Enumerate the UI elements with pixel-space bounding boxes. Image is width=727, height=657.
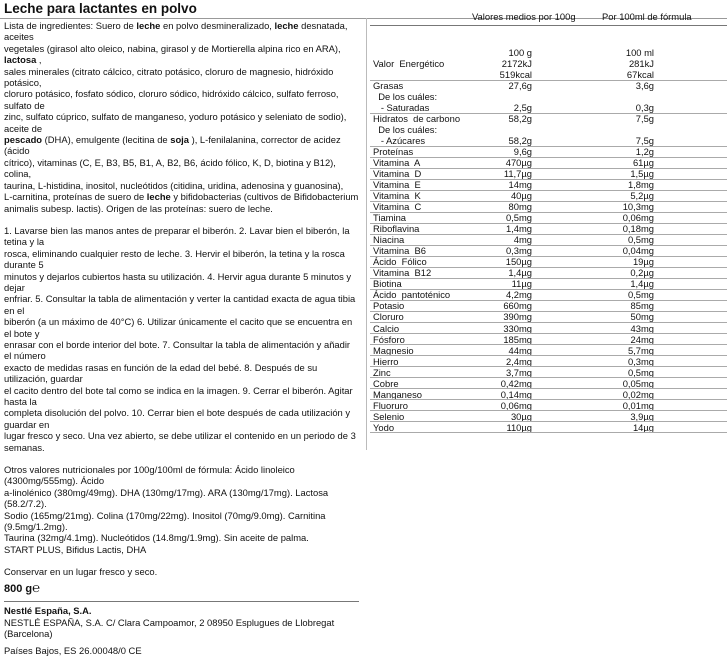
value-per-100ml: 0,06mg — [622, 212, 654, 224]
ingredient-text: cloruro potásico, fosfato sódico, cloruro sódico, hidróxido cálcico, sulfato ferroso, sulfato de — [4, 88, 339, 111]
nutrition-row — [370, 234, 727, 245]
value-per-100g: 14mg — [508, 179, 532, 191]
nutrient-name: Selenio — [373, 410, 405, 422]
nutrition-row — [370, 245, 727, 256]
other-values-line: Otros valores nutricionales por 100g/100ml de fórmula: Ácido linoleico (4300mg/555mg). Ácido — [4, 464, 295, 487]
value-per-100ml: 0,2µg — [630, 267, 654, 279]
nutrient-name: Hidratos de carbono — [373, 113, 461, 125]
value-per-100ml: 5,2µg — [630, 190, 654, 202]
value-per-100g: 4mg — [513, 234, 532, 246]
value-per-100g: 0,06mg — [500, 399, 532, 411]
origin-text: Países Bajos, ES 26.00048/0 CE — [4, 645, 142, 657]
nutrition-row — [370, 256, 727, 267]
nutrient-name: Ácido pantoténico — [373, 289, 451, 301]
instruction-line: enrasar con el borde interior del bote. 7. Consultar la tabla de alimentación y añadir el número — [4, 338, 351, 362]
nutrient-name: Vitamina A — [373, 157, 421, 169]
ingredient-text: animalis subesp. lactis). Origen de las proteínas: suero de leche. — [4, 202, 273, 214]
value-per-100ml: 5,7mg — [627, 344, 654, 356]
value-per-100g: 58,2g — [508, 113, 532, 125]
nutrition-row — [370, 124, 727, 135]
header-divider — [370, 25, 727, 26]
nutrition-row — [370, 411, 727, 422]
value-per-100g: 519kcal — [499, 69, 532, 81]
value-per-100g: 0,42mg — [500, 377, 532, 389]
value-per-100g: 11,7µg — [503, 168, 532, 180]
nutrient-name: Biotina — [373, 278, 402, 290]
ingredient-text: , — [36, 54, 42, 66]
allergen-text: leche — [146, 191, 171, 203]
value-per-100ml: 3,6g — [635, 80, 654, 92]
ingredients-line — [4, 20, 359, 43]
ingredient-text: L-carnitina, proteínas de suero de — [4, 191, 147, 203]
value-per-100ml: 24mg — [630, 333, 654, 345]
nutrition-row — [370, 378, 727, 389]
instruction-line: el cacito dentro del bote tal como se indica en la imagen. 9. Cerrar el biberón. Agitar hasta la — [4, 384, 353, 407]
ingredients-list — [4, 20, 359, 214]
nutrient-name: Calcio — [373, 322, 400, 334]
net-weight-value: 800 g — [4, 582, 33, 595]
header-per-100ml: Por 100ml de fórmula — [602, 11, 692, 22]
company-name: Nestlé España, S.A. — [4, 605, 92, 617]
allergen-text: lactosa — [4, 54, 37, 66]
ingredient-text: zinc, sulfato cúprico, sulfato de manganeso, yoduro potásico y seleniato de sodio), aceite de — [4, 111, 347, 134]
value-per-100ml: 0,01mg — [622, 399, 654, 411]
nutrient-name: Vitamina K — [373, 190, 421, 202]
nutrient-name: Grasas — [373, 80, 404, 92]
nutrient-name: De los cuáles: — [373, 124, 438, 136]
nutrition-row — [370, 135, 727, 146]
row-divider — [370, 432, 727, 433]
value-per-100ml: 61µg — [632, 157, 654, 169]
value-per-100g: 0,14mg — [500, 388, 532, 400]
instruction-line: biberón (a un máximo de 40°C) 6. Utilizar únicamente el cacito que se encuentra en el bote y — [4, 316, 353, 339]
value-per-100g: 0,3mg — [505, 245, 532, 257]
nutrient-name: - Saturadas — [373, 102, 430, 114]
company-divider — [4, 601, 359, 602]
value-per-100g: 30µg — [510, 410, 532, 422]
instruction-line: minutos y dejarlos cubiertos hasta su utilización. 4. Hervir agua durante 5 minutos y dejar — [4, 270, 352, 293]
value-per-100g: 80mg — [508, 201, 532, 213]
other-values-line: START PLUS, Bifidus Lactis, DHA — [4, 543, 147, 555]
value-per-100ml: 10,3mg — [622, 201, 654, 213]
nutrition-row — [370, 323, 727, 334]
value-per-100ml: 85mg — [630, 300, 654, 312]
header-per-100g: Valores medios por 100g — [472, 11, 576, 22]
nutrition-row — [370, 367, 727, 378]
value-per-100ml: 0,02mg — [622, 388, 654, 400]
value-per-100ml: 3,9µg — [630, 410, 654, 422]
value-per-100g: 40µg — [510, 190, 532, 202]
nutrition-row — [370, 47, 727, 58]
value-per-100ml: 0,5mg — [627, 366, 654, 378]
nutrition-row — [370, 345, 727, 356]
nutrient-name: Riboflavina — [373, 223, 420, 235]
ingredient-text: desnatada, aceites — [4, 20, 348, 43]
value-per-100g: 2,5g — [513, 102, 532, 114]
nutrition-row — [370, 179, 727, 190]
nutrient-name: Manganeso — [373, 388, 422, 400]
value-per-100g: 0,5mg — [505, 212, 532, 224]
value-per-100g: 330mg — [503, 322, 532, 334]
page-title: Leche para lactantes en polvo — [4, 1, 197, 16]
nutrient-name: Hierro — [373, 355, 399, 367]
ingredients-line — [4, 191, 359, 202]
nutrient-name: Ácido Fólico — [373, 256, 427, 268]
instruction-line: rosca, eliminando cualquier resto de leche. 3. Hervir el biberón, la tetina y la rosca durante 5 — [4, 247, 345, 271]
company-address: NESTLÉ ESPAÑA, S.A. C/ Clara Campoamor, 2 08950 Esplugues de Llobregat (Barcelona) — [4, 616, 335, 639]
value-per-100g: 27,6g — [508, 80, 532, 92]
ingredients-line — [4, 203, 359, 214]
nutrition-row — [370, 157, 727, 168]
ingredient-text: taurina, L-histidina, inositol, nucleótidos (citidina, uridina, adenosina y guanosina), — [4, 179, 344, 191]
nutrition-row — [370, 69, 727, 80]
value-per-100ml: 0,18mg — [622, 223, 654, 235]
nutrition-row — [370, 389, 727, 400]
value-per-100g: 3,7mg — [505, 366, 532, 378]
ingredient-text: cítrico), vitaminas (C, E, B3, B5, B1, A, B2, B6, ácido fólico, K, D, biotina y B12), colina, — [4, 156, 336, 180]
nutrient-name: Fluoruro — [373, 399, 408, 411]
value-per-100g: 58,2g — [508, 135, 532, 147]
left-column — [4, 20, 359, 657]
ingredient-text: en polvo desmineralizado, — [160, 20, 275, 31]
nutrition-row — [370, 311, 727, 322]
value-per-100g: 390mg — [503, 311, 532, 323]
other-values-line: a-linolénico (380mg/49mg). DHA (130mg/17mg). ARA (130mg/17mg). Lactosa (58.2/7.2). — [4, 486, 329, 510]
nutrition-row — [370, 289, 727, 300]
nutrient-name: Magnesio — [373, 344, 414, 356]
value-per-100ml: 0,5mg — [627, 234, 654, 246]
value-per-100g: 2172kJ — [501, 58, 532, 70]
value-per-100ml: 0,04mg — [622, 245, 654, 257]
allergen-text: leche — [136, 20, 161, 31]
value-per-100ml: 1,5µg — [630, 168, 654, 180]
nutrition-row — [370, 91, 727, 102]
value-per-100ml: 0,05mg — [622, 377, 654, 389]
nutrition-row — [370, 278, 727, 289]
ingredient-text: vegetales (girasol alto oleico, nabina, girasol y de Mortierella alpina rico en ARA), — [4, 42, 341, 54]
ingredient-text: y bifidobacterias (cultivos de Bifidobacterium — [170, 191, 359, 203]
ingredients-line — [4, 66, 359, 89]
nutrition-header — [370, 11, 727, 23]
value-per-100ml: 50mg — [630, 311, 654, 323]
value-per-100ml: 0,5mg — [627, 289, 654, 301]
nutrition-row — [370, 334, 727, 345]
nutrition-row — [370, 356, 727, 367]
value-per-100g: 11µg — [511, 278, 532, 290]
nutrition-row — [370, 201, 727, 212]
nutrition-row — [370, 267, 727, 278]
other-values-line: Sodio (165mg/21mg). Colina (170mg/22mg). Inositol (70mg/9.0mg). Carnitina (9.5mg/1.2mg). — [4, 509, 326, 533]
value-per-100ml: 1,8mg — [627, 179, 654, 191]
column-divider — [366, 18, 367, 450]
estimated-sign-icon: ℮ — [32, 579, 40, 595]
nutrient-name: Vitamina D — [373, 168, 422, 180]
value-per-100ml: 14µg — [632, 421, 654, 433]
nutrition-row — [370, 58, 727, 69]
value-per-100ml: 67kcal — [626, 69, 654, 81]
value-per-100ml: 100 ml — [625, 47, 654, 58]
value-per-100g: 100 g — [508, 47, 532, 58]
nutrient-name: Cobre — [373, 377, 399, 389]
value-per-100g: 4,2mg — [505, 289, 532, 301]
allergen-text: soja — [170, 134, 189, 146]
allergen-text: pescado — [4, 134, 43, 146]
nutrient-name: Vitamina C — [373, 201, 422, 213]
nutrient-name: Vitamina B12 — [373, 267, 432, 279]
ingredient-text: Lista de ingredientes: Suero de — [4, 20, 137, 31]
value-per-100ml: 7,5g — [635, 113, 654, 125]
value-per-100ml: 1,4µg — [630, 278, 654, 290]
nutrition-row — [370, 223, 727, 234]
value-per-100g: 1,4µg — [508, 267, 532, 279]
nutrient-name: Niacina — [373, 234, 405, 246]
value-per-100g: 1,4mg — [505, 223, 532, 235]
value-per-100ml: 7,5g — [635, 135, 654, 147]
nutrient-name: Yodo — [373, 421, 395, 433]
nutrient-name: Tiamina — [373, 212, 406, 224]
ingredient-text: sales minerales (citrato cálcico, citrato potásico, cloruro de magnesio, hidróxido potásico, — [4, 65, 334, 89]
nutrition-row — [370, 400, 727, 411]
ingredients-line — [4, 157, 359, 180]
instruction-line: completa disolución del polvo. 10. Cerrar bien el bote después de cada utilización y guardar en — [4, 407, 351, 430]
ingredients-line — [4, 134, 359, 157]
nutrition-row — [370, 190, 727, 201]
instruction-line: lugar fresco y seco. Una vez abierto, se debe utilizar el contenido en un periodo de 3 semanas. — [4, 430, 356, 453]
nutrition-row — [370, 146, 727, 157]
instruction-line: enfriar. 5. Consultar la tabla de alimentación y verter la cantidad exacta de agua tibia en el — [4, 293, 356, 316]
nutrient-name: Vitamina B6 — [373, 245, 426, 257]
value-per-100g: 110µg — [506, 421, 532, 433]
nutrient-name: - Azúcares — [373, 135, 426, 147]
nutrient-name: Zinc — [373, 366, 391, 378]
value-per-100ml: 43mg — [630, 322, 654, 334]
ingredient-text: ), L-fenilalanina, corrector de acidez (ácido — [4, 134, 341, 157]
nutrition-row — [370, 113, 727, 124]
nutrient-name: Cloruro — [373, 311, 404, 323]
nutrition-row — [370, 300, 727, 311]
ingredients-line — [4, 43, 359, 66]
value-per-100g: 185mg — [503, 333, 532, 345]
nutrition-row — [370, 422, 727, 433]
preparation-instructions — [4, 225, 359, 453]
nutrient-name: Potasio — [373, 300, 405, 312]
instruction-line: 1. Lavarse bien las manos antes de preparar el biberón. 2. Lavar bien el biberón, la tetina y la — [4, 224, 350, 248]
value-per-100ml: 0,3g — [635, 102, 654, 114]
other-nutritional-values — [4, 464, 359, 555]
value-per-100g: 150µg — [505, 256, 532, 268]
storage-text: Conservar en un lugar fresco y seco. — [4, 566, 158, 578]
nutrient-name: Proteínas — [373, 146, 414, 158]
value-per-100g: 660mg — [503, 300, 532, 312]
other-values-line: Taurina (32mg/4.1mg). Nucleótidos (14.8mg/1.9mg). Sin aceite de palma. — [4, 532, 309, 544]
ingredients-line — [4, 88, 359, 111]
nutrition-row — [370, 212, 727, 223]
nutrient-name: De los cuáles: — [373, 91, 438, 103]
value-per-100ml: 1,2g — [635, 146, 654, 158]
value-per-100ml: 19µg — [632, 256, 654, 268]
ingredients-line — [4, 111, 359, 134]
value-per-100ml: 281kJ — [628, 58, 654, 70]
ingredients-line — [4, 180, 359, 191]
nutrient-name: Vitamina E — [373, 179, 421, 191]
allergen-text: leche — [274, 20, 299, 31]
nutrition-row — [370, 102, 727, 113]
nutrition-row — [370, 168, 727, 179]
value-per-100ml: 0,3mg — [627, 355, 654, 367]
nutrient-name: Fósforo — [373, 333, 405, 345]
value-per-100g: 470µg — [505, 157, 532, 169]
ingredient-text: (DHA), emulgente (lecitina de — [42, 134, 171, 146]
value-per-100g: 9,6g — [513, 146, 532, 158]
nutrition-row — [370, 80, 727, 91]
value-per-100g: 2,4mg — [505, 355, 532, 367]
nutrient-name: Valor Energético — [373, 58, 445, 70]
instruction-line: exacto de medidas rasas en función de la edad del bebé. 8. Después de su utilización, guardar — [4, 361, 318, 385]
net-weight — [4, 579, 359, 595]
value-per-100g: 44mg — [508, 344, 532, 356]
